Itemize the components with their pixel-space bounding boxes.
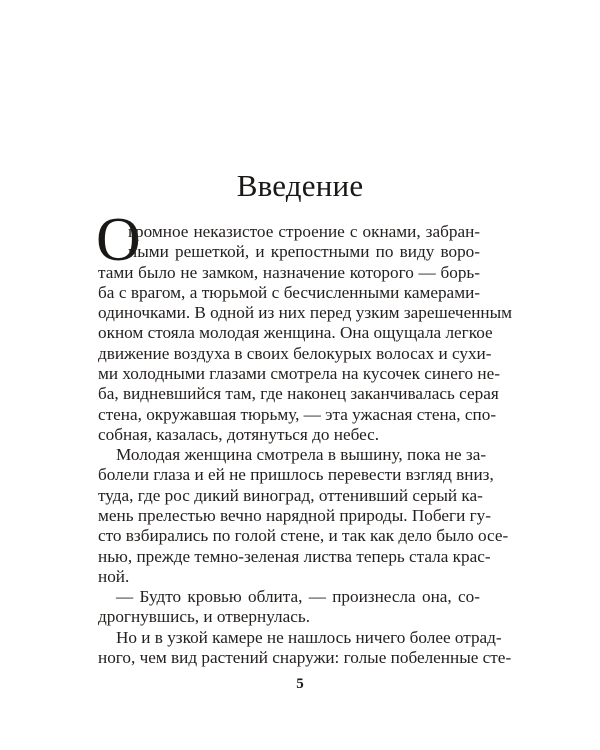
text-line: движение воздуха в своих белокурых волосах и сухи- (98, 343, 492, 363)
text-line: ба, видневшийся там, где наконец заканчивалась серая (98, 384, 499, 404)
text-line: собная, казалась, дотянуться до небес. (98, 424, 380, 444)
text-line: Молодая женщина смотрела в вышину, пока не за- (116, 445, 487, 465)
text-line: — Будто кровью облита, — произнесла она, со- (116, 587, 480, 607)
text-line: болели глаза и ей не пришлось перевести взгляд вниз, (98, 465, 494, 485)
page-number: 5 (296, 676, 304, 692)
text-line: Но и в узкой камере не нашлось ничего более отрад- (116, 627, 502, 647)
text-line: одиночками. В одной из них перед узким зарешеченным (98, 303, 513, 323)
text-line: туда, где рос дикий виноград, оттенивший серый ка- (98, 485, 483, 505)
text-line: ными решеткой, и крепостными по виду воро- (128, 242, 480, 262)
text-line: сто взбирались по голой стене, и так как дело было осе- (98, 526, 509, 546)
text-line: ба с врагом, а тюрьмой с бесчисленными камерами- (98, 282, 480, 302)
text-line: стена, окружавшая тюрьму, — эта ужасная стена, спо- (98, 404, 497, 424)
text-line: окном стояла молодая женщина. Она ощущала легкое (98, 323, 493, 343)
text-line: дрогнувшись, и отвернулась. (98, 607, 310, 627)
text-line: ной. (98, 566, 130, 586)
text-line: ного, чем вид растений снаружи: голые побеленные сте- (98, 648, 512, 667)
drop-cap: О (96, 206, 141, 274)
chapter-title: Введение (236, 168, 364, 203)
text-line: нью, прежде темно-зеленая листва теперь стала крас- (98, 546, 491, 566)
text-line: громное неказистое строение с окнами, забран- (128, 222, 480, 241)
text-line: мень прелестью вечно нарядной природы. Побеги гу- (98, 506, 491, 525)
text-line: ми холодными глазами смотрела на кусочек синего не- (98, 364, 500, 383)
text-line: тами было не замком, назначение которого — борь- (98, 262, 480, 282)
